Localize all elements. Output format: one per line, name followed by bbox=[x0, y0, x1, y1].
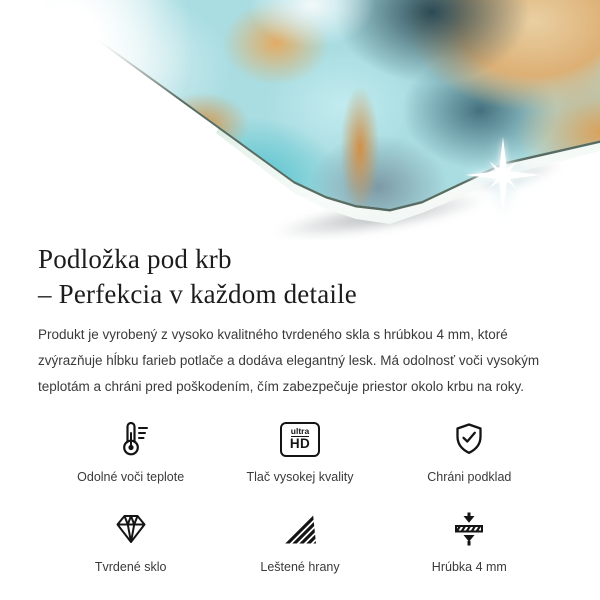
ultra-hd-badge-top-text: ultra bbox=[290, 425, 310, 436]
diamond-icon bbox=[111, 506, 151, 552]
title-line-1: Podložka pod krb bbox=[38, 244, 232, 274]
feature-protects-surface bbox=[385, 416, 554, 484]
ultra-hd-badge bbox=[280, 422, 320, 457]
thermometer-heat-icon bbox=[111, 416, 151, 462]
title-line-2: – Perfekcia v každom detaile bbox=[38, 279, 357, 309]
product-info-section bbox=[0, 240, 600, 574]
shield-check-icon bbox=[449, 416, 489, 462]
feature-label: Odolné voči teplote bbox=[77, 470, 185, 484]
feature-thickness bbox=[385, 506, 554, 574]
product-description: Produkt je vyrobený z vysoko kvalitného tvrdeného skla s hrúbkou 4 mm, ktoré zvýrazňuje hĺbku farieb potlače a dodáva elegantný lesk. Má odolnosť voči vysokým teplotám a chráni pred poškodením, čím zabezpečuje priestor okolo krbu na roky. bbox=[38, 327, 540, 394]
polished-edge-icon bbox=[280, 506, 320, 552]
ultra-hd-badge-bottom-text: HD bbox=[289, 436, 311, 452]
feature-label: Tvrdené sklo bbox=[94, 560, 167, 574]
ultra-hd-icon bbox=[280, 416, 320, 462]
product-hero-image bbox=[0, 0, 600, 240]
page-title bbox=[38, 240, 562, 312]
feature-tempered-glass bbox=[46, 506, 215, 574]
feature-print-quality bbox=[215, 416, 384, 484]
feature-grid bbox=[38, 416, 562, 574]
feature-heat-resistant bbox=[46, 416, 215, 484]
feature-label: Leštené hrany bbox=[260, 560, 340, 574]
sparkle-icon bbox=[458, 130, 548, 220]
thickness-arrows-icon bbox=[449, 506, 489, 552]
feature-polished-edges bbox=[215, 506, 384, 574]
feature-label: Chráni podklad bbox=[427, 470, 512, 484]
feature-label: Hrúbka 4 mm bbox=[431, 560, 507, 574]
feature-label: Tlač vysokej kvality bbox=[246, 470, 354, 484]
